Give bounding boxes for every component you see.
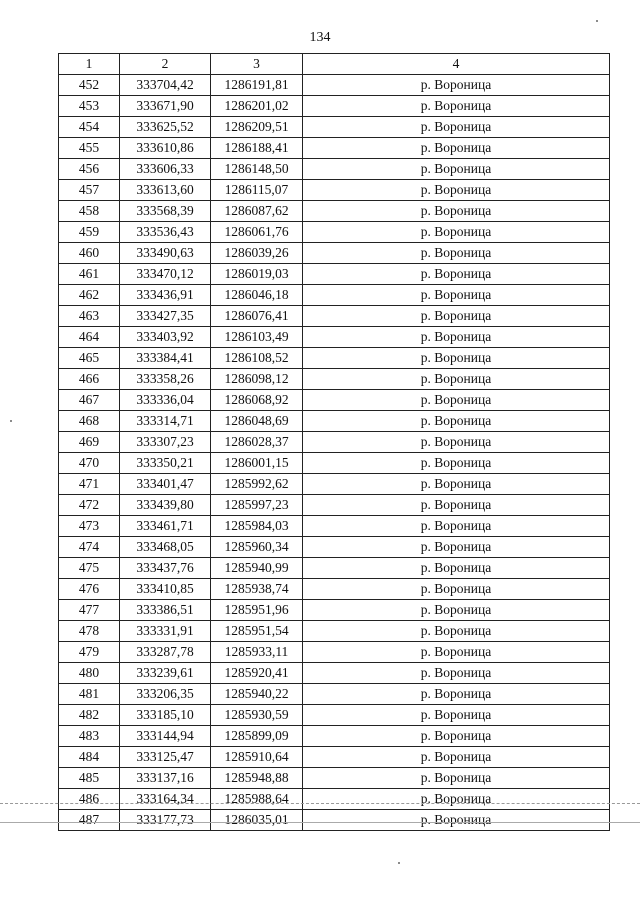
y-coordinate-cell: 1286028,37 [211, 432, 303, 453]
point-number-cell: 481 [59, 684, 120, 705]
y-coordinate-cell: 1286087,62 [211, 201, 303, 222]
point-number-cell: 463 [59, 306, 120, 327]
table-row [59, 390, 610, 411]
point-number-cell: 476 [59, 579, 120, 600]
description-cell: р. Вороница [303, 243, 610, 264]
x-coordinate-cell: 333610,86 [120, 138, 211, 159]
point-number-cell: 472 [59, 495, 120, 516]
x-coordinate-cell: 333125,47 [120, 747, 211, 768]
y-coordinate-cell: 1286148,50 [211, 159, 303, 180]
description-cell: р. Вороница [303, 684, 610, 705]
table-row [59, 453, 610, 474]
y-coordinate-cell: 1285997,23 [211, 495, 303, 516]
table-row [59, 285, 610, 306]
description-cell: р. Вороница [303, 579, 610, 600]
x-coordinate-cell: 333536,43 [120, 222, 211, 243]
table-row [59, 138, 610, 159]
y-coordinate-cell: 1285984,03 [211, 516, 303, 537]
description-cell: р. Вороница [303, 810, 610, 831]
description-cell: р. Вороница [303, 705, 610, 726]
point-number-cell: 453 [59, 96, 120, 117]
description-cell: р. Вороница [303, 306, 610, 327]
point-number-cell: 456 [59, 159, 120, 180]
y-coordinate-cell: 1285930,59 [211, 705, 303, 726]
header-col-4: 4 [303, 54, 610, 75]
table-row [59, 495, 610, 516]
description-cell: р. Вороница [303, 453, 610, 474]
description-cell: р. Вороница [303, 537, 610, 558]
x-coordinate-cell: 333144,94 [120, 726, 211, 747]
point-number-cell: 485 [59, 768, 120, 789]
x-coordinate-cell: 333336,04 [120, 390, 211, 411]
description-cell: р. Вороница [303, 369, 610, 390]
y-coordinate-cell: 1285920,41 [211, 663, 303, 684]
table-row [59, 222, 610, 243]
table-row [59, 369, 610, 390]
table-row [59, 537, 610, 558]
point-number-cell: 458 [59, 201, 120, 222]
point-number-cell: 459 [59, 222, 120, 243]
table-row [59, 663, 610, 684]
table-row [59, 726, 610, 747]
x-coordinate-cell: 333177,73 [120, 810, 211, 831]
table-row [59, 201, 610, 222]
point-number-cell: 484 [59, 747, 120, 768]
description-cell: р. Вороница [303, 138, 610, 159]
y-coordinate-cell: 1285933,11 [211, 642, 303, 663]
description-cell: р. Вороница [303, 747, 610, 768]
description-cell: р. Вороница [303, 201, 610, 222]
point-number-cell: 452 [59, 75, 120, 96]
table-row [59, 159, 610, 180]
y-coordinate-cell: 1285992,62 [211, 474, 303, 495]
x-coordinate-cell: 333350,21 [120, 453, 211, 474]
point-number-cell: 471 [59, 474, 120, 495]
y-coordinate-cell: 1285899,09 [211, 726, 303, 747]
y-coordinate-cell: 1286039,26 [211, 243, 303, 264]
y-coordinate-cell: 1285938,74 [211, 579, 303, 600]
y-coordinate-cell: 1285910,64 [211, 747, 303, 768]
table-row [59, 621, 610, 642]
table-row [59, 600, 610, 621]
scan-artifact-line [0, 822, 640, 823]
scan-speck [10, 420, 12, 422]
table-row [59, 180, 610, 201]
scan-speck [398, 862, 400, 864]
x-coordinate-cell: 333331,91 [120, 621, 211, 642]
scan-artifact-line [0, 803, 640, 804]
y-coordinate-cell: 1286019,03 [211, 264, 303, 285]
x-coordinate-cell: 333164,34 [120, 789, 211, 810]
description-cell: р. Вороница [303, 327, 610, 348]
description-cell: р. Вороница [303, 474, 610, 495]
x-coordinate-cell: 333613,60 [120, 180, 211, 201]
description-cell: р. Вороница [303, 222, 610, 243]
point-number-cell: 461 [59, 264, 120, 285]
point-number-cell: 469 [59, 432, 120, 453]
table-row [59, 516, 610, 537]
x-coordinate-cell: 333568,39 [120, 201, 211, 222]
description-cell: р. Вороница [303, 558, 610, 579]
point-number-cell: 460 [59, 243, 120, 264]
table-row [59, 747, 610, 768]
header-col-1: 1 [59, 54, 120, 75]
description-cell: р. Вороница [303, 516, 610, 537]
y-coordinate-cell: 1286048,69 [211, 411, 303, 432]
point-number-cell: 462 [59, 285, 120, 306]
description-cell: р. Вороница [303, 663, 610, 684]
table-row [59, 810, 610, 831]
x-coordinate-cell: 333704,42 [120, 75, 211, 96]
table-row [59, 789, 610, 810]
table-row [59, 348, 610, 369]
x-coordinate-cell: 333439,80 [120, 495, 211, 516]
point-number-cell: 454 [59, 117, 120, 138]
point-number-cell: 464 [59, 327, 120, 348]
table-row [59, 75, 610, 96]
y-coordinate-cell: 1286076,41 [211, 306, 303, 327]
y-coordinate-cell: 1286001,15 [211, 453, 303, 474]
x-coordinate-cell: 333358,26 [120, 369, 211, 390]
description-cell: р. Вороница [303, 411, 610, 432]
description-cell: р. Вороница [303, 75, 610, 96]
table-row [59, 432, 610, 453]
x-coordinate-cell: 333314,71 [120, 411, 211, 432]
x-coordinate-cell: 333403,92 [120, 327, 211, 348]
header-col-2: 2 [120, 54, 211, 75]
point-number-cell: 477 [59, 600, 120, 621]
table-header [59, 54, 610, 75]
point-number-cell: 466 [59, 369, 120, 390]
header-row [59, 54, 610, 75]
table-row [59, 264, 610, 285]
table-row [59, 411, 610, 432]
y-coordinate-cell: 1286098,12 [211, 369, 303, 390]
description-cell: р. Вороница [303, 348, 610, 369]
description-cell: р. Вороница [303, 117, 610, 138]
point-number-cell: 473 [59, 516, 120, 537]
y-coordinate-cell: 1286068,92 [211, 390, 303, 411]
scan-speck [596, 20, 598, 22]
point-number-cell: 483 [59, 726, 120, 747]
x-coordinate-cell: 333427,35 [120, 306, 211, 327]
x-coordinate-cell: 333287,78 [120, 642, 211, 663]
description-cell: р. Вороница [303, 432, 610, 453]
y-coordinate-cell: 1285948,88 [211, 768, 303, 789]
description-cell: р. Вороница [303, 159, 610, 180]
x-coordinate-cell: 333437,76 [120, 558, 211, 579]
x-coordinate-cell: 333239,61 [120, 663, 211, 684]
x-coordinate-cell: 333307,23 [120, 432, 211, 453]
x-coordinate-cell: 333671,90 [120, 96, 211, 117]
x-coordinate-cell: 333470,12 [120, 264, 211, 285]
coordinates-table [58, 53, 610, 831]
description-cell: р. Вороница [303, 600, 610, 621]
description-cell: р. Вороница [303, 495, 610, 516]
y-coordinate-cell: 1285951,96 [211, 600, 303, 621]
point-number-cell: 468 [59, 411, 120, 432]
table-row [59, 642, 610, 663]
description-cell: р. Вороница [303, 768, 610, 789]
table-row [59, 705, 610, 726]
description-cell: р. Вороница [303, 789, 610, 810]
y-coordinate-cell: 1286035,01 [211, 810, 303, 831]
description-cell: р. Вороница [303, 642, 610, 663]
x-coordinate-cell: 333410,85 [120, 579, 211, 600]
table-row [59, 558, 610, 579]
table-row [59, 327, 610, 348]
description-cell: р. Вороница [303, 390, 610, 411]
x-coordinate-cell: 333185,10 [120, 705, 211, 726]
y-coordinate-cell: 1285960,34 [211, 537, 303, 558]
x-coordinate-cell: 333461,71 [120, 516, 211, 537]
header-col-3: 3 [211, 54, 303, 75]
description-cell: р. Вороница [303, 285, 610, 306]
point-number-cell: 480 [59, 663, 120, 684]
y-coordinate-cell: 1285988,64 [211, 789, 303, 810]
table-body [59, 75, 610, 831]
point-number-cell: 475 [59, 558, 120, 579]
y-coordinate-cell: 1286108,52 [211, 348, 303, 369]
point-number-cell: 486 [59, 789, 120, 810]
point-number-cell: 467 [59, 390, 120, 411]
page-number: 134 [309, 30, 331, 45]
table-row [59, 306, 610, 327]
description-cell: р. Вороница [303, 96, 610, 117]
x-coordinate-cell: 333468,05 [120, 537, 211, 558]
x-coordinate-cell: 333386,51 [120, 600, 211, 621]
point-number-cell: 465 [59, 348, 120, 369]
y-coordinate-cell: 1286115,07 [211, 180, 303, 201]
description-cell: р. Вороница [303, 726, 610, 747]
x-coordinate-cell: 333436,91 [120, 285, 211, 306]
y-coordinate-cell: 1286046,18 [211, 285, 303, 306]
table-row [59, 474, 610, 495]
table-row [59, 243, 610, 264]
table-row [59, 96, 610, 117]
point-number-cell: 457 [59, 180, 120, 201]
table-row [59, 117, 610, 138]
point-number-cell: 478 [59, 621, 120, 642]
y-coordinate-cell: 1286103,49 [211, 327, 303, 348]
x-coordinate-cell: 333606,33 [120, 159, 211, 180]
point-number-cell: 474 [59, 537, 120, 558]
table-row [59, 579, 610, 600]
description-cell: р. Вороница [303, 264, 610, 285]
table-row [59, 768, 610, 789]
y-coordinate-cell: 1286061,76 [211, 222, 303, 243]
y-coordinate-cell: 1285940,99 [211, 558, 303, 579]
x-coordinate-cell: 333401,47 [120, 474, 211, 495]
y-coordinate-cell: 1286188,41 [211, 138, 303, 159]
description-cell: р. Вороница [303, 621, 610, 642]
point-number-cell: 455 [59, 138, 120, 159]
y-coordinate-cell: 1285940,22 [211, 684, 303, 705]
description-cell: р. Вороница [303, 180, 610, 201]
point-number-cell: 482 [59, 705, 120, 726]
table-row [59, 684, 610, 705]
x-coordinate-cell: 333490,63 [120, 243, 211, 264]
point-number-cell: 470 [59, 453, 120, 474]
x-coordinate-cell: 333384,41 [120, 348, 211, 369]
x-coordinate-cell: 333206,35 [120, 684, 211, 705]
y-coordinate-cell: 1285951,54 [211, 621, 303, 642]
x-coordinate-cell: 333137,16 [120, 768, 211, 789]
y-coordinate-cell: 1286209,51 [211, 117, 303, 138]
y-coordinate-cell: 1286191,81 [211, 75, 303, 96]
point-number-cell: 479 [59, 642, 120, 663]
y-coordinate-cell: 1286201,02 [211, 96, 303, 117]
x-coordinate-cell: 333625,52 [120, 117, 211, 138]
point-number-cell: 487 [59, 810, 120, 831]
